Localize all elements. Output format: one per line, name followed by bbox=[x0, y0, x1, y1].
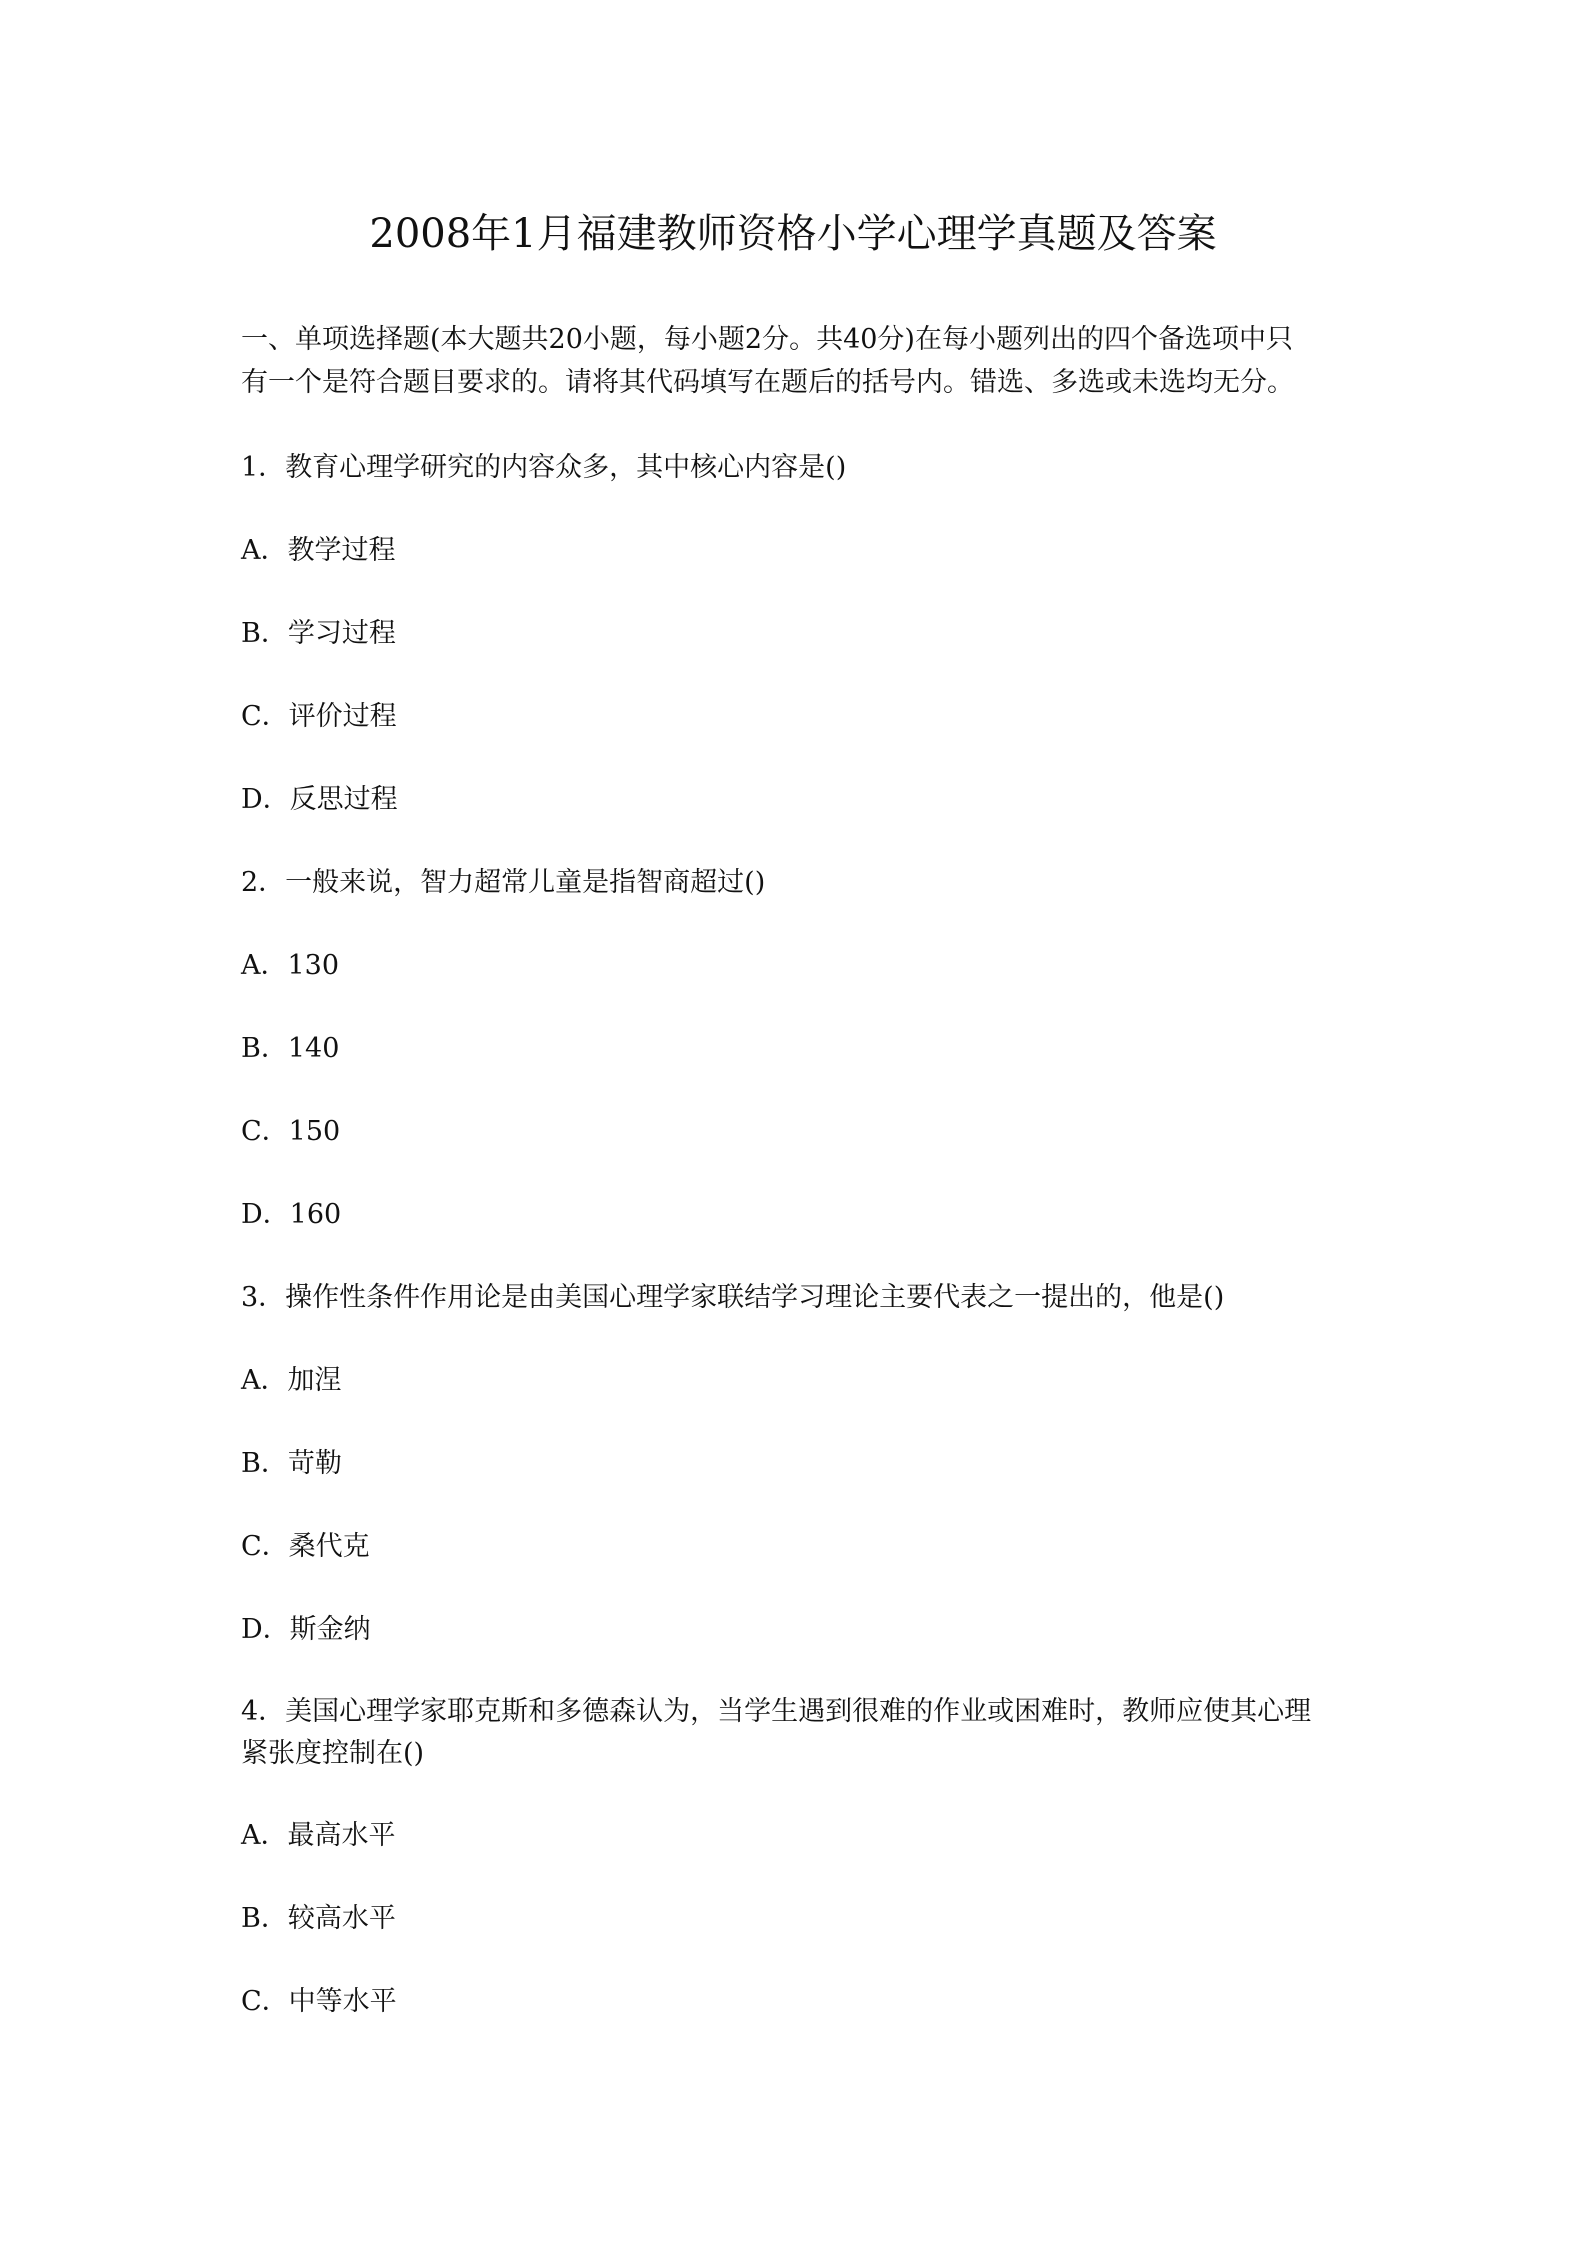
question-2-stem: 2．一般来说，智力超常儿童是指智商超过() bbox=[241, 867, 766, 898]
question-2-option-c: C．150 bbox=[241, 1116, 341, 1147]
question-1-option-b: B．学习过程 bbox=[241, 618, 396, 649]
question-4-option-a: A．最高水平 bbox=[241, 1820, 396, 1851]
question-4-stem-line-1: 4．美国心理学家耶克斯和多德森认为，当学生遇到很难的作业或困难时，教师应使其心理 bbox=[241, 1696, 1312, 1727]
question-2-option-a: A．130 bbox=[241, 950, 340, 981]
question-4-option-c: C．中等水平 bbox=[241, 1986, 397, 2017]
instructions-line-2: 有一个是符合题目要求的。请将其代码填写在题后的括号内。错选、多选或未选均无分。 bbox=[241, 367, 1294, 398]
question-2-option-b: B．140 bbox=[241, 1033, 340, 1064]
question-3-option-b: B．苛勒 bbox=[241, 1448, 342, 1479]
question-4-stem bbox=[241, 1691, 1311, 1775]
question-4-stem-line-2: 紧张度控制在() bbox=[241, 1738, 425, 1769]
document-title: 2008年1月福建教师资格小学心理学真题及答案 bbox=[369, 211, 1217, 257]
question-1-option-c: C．评价过程 bbox=[241, 701, 397, 732]
question-3-option-c: C．桑代克 bbox=[241, 1531, 370, 1562]
question-2-option-d: D．160 bbox=[241, 1199, 342, 1230]
question-3-option-d: D．斯金纳 bbox=[241, 1614, 371, 1645]
question-4-option-b: B．较高水平 bbox=[241, 1903, 396, 1934]
question-1-option-a: A．教学过程 bbox=[241, 535, 396, 566]
question-3-stem: 3．操作性条件作用论是由美国心理学家联结学习理论主要代表之一提出的，他是() bbox=[241, 1282, 1225, 1313]
question-3-option-a: A．加涅 bbox=[241, 1365, 342, 1396]
question-1-stem: 1．教育心理学研究的内容众多，其中核心内容是() bbox=[241, 452, 847, 483]
instructions-line-1: 一、单项选择题(本大题共20小题，每小题2分。共40分)在每小题列出的四个备选项中只 bbox=[241, 324, 1293, 355]
section-instructions bbox=[241, 318, 1361, 404]
question-1-option-d: D．反思过程 bbox=[241, 784, 398, 815]
